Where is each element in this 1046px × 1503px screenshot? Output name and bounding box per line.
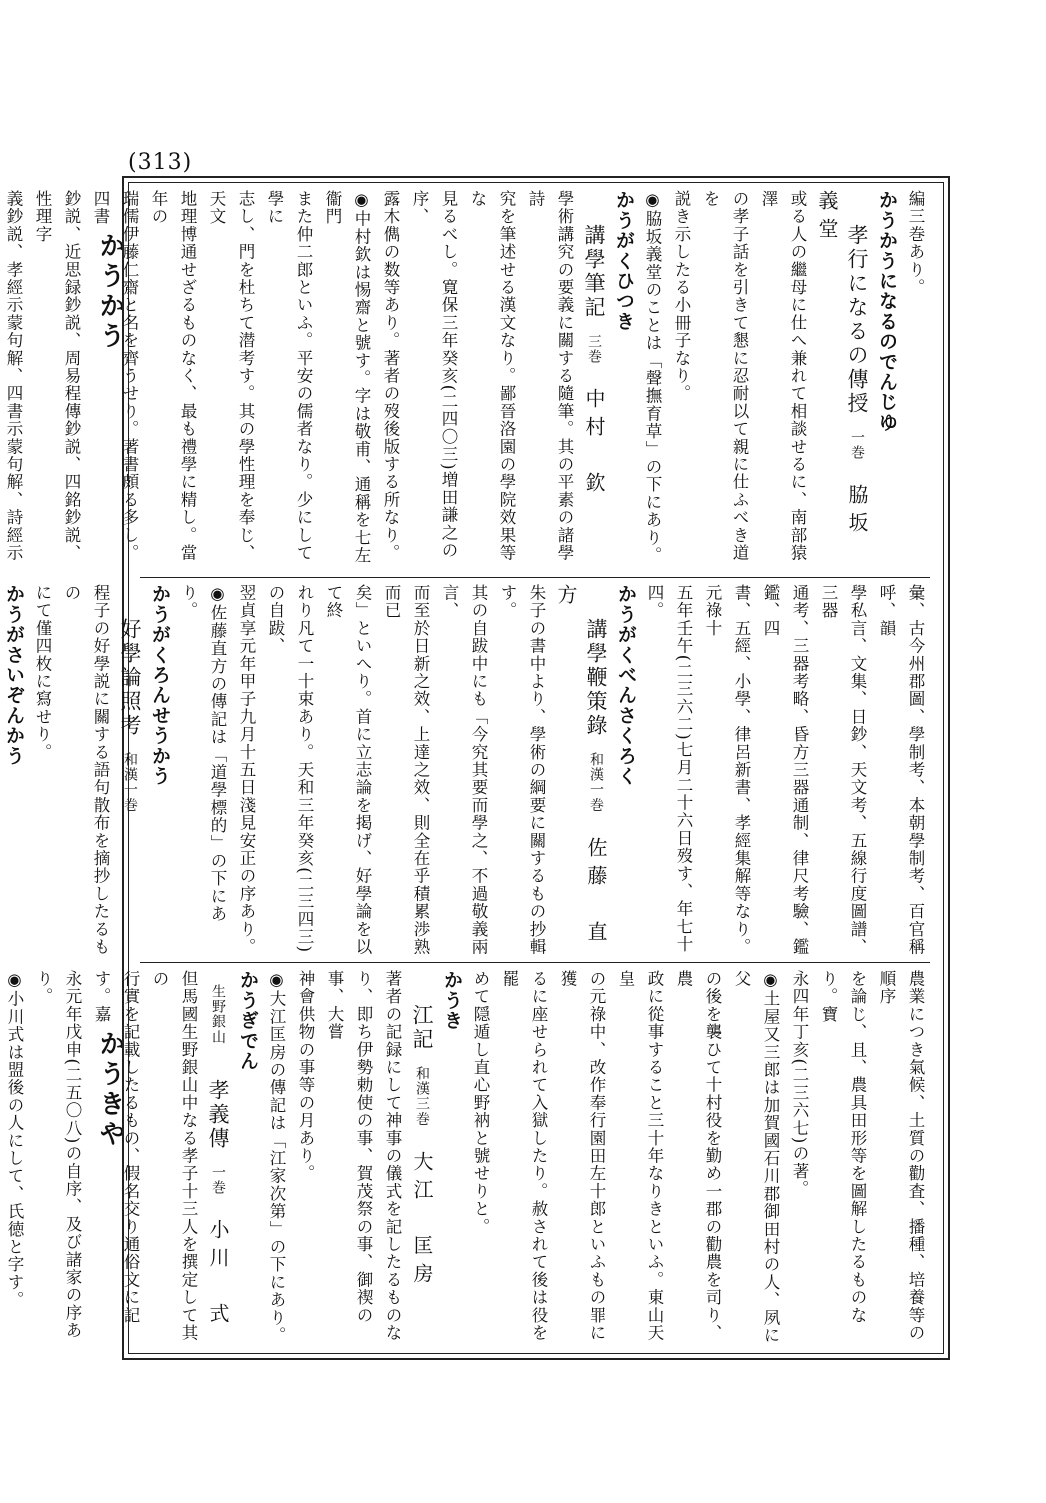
body-text-line: 書、五經、小學、律呂新書、孝經集解等なり。元祿十 bbox=[703, 584, 751, 956]
entry-author: 小川 式 bbox=[206, 1219, 230, 1332]
body-text-line: ◉脇坂義堂のことは「聲撫育草」の下にあり。 bbox=[643, 190, 662, 565]
body-text-line: 行實を記載したるもの、假名交り通俗文に記す。嘉 bbox=[92, 970, 140, 1324]
text-band-top bbox=[4, 190, 930, 572]
entry-title: 好學論照考 bbox=[118, 618, 142, 738]
body-text-line: を論じ、且、農具田形等を圖解したるものなり。寶 bbox=[819, 970, 867, 1324]
entry-reading-heading: かうがくろんせうかう bbox=[149, 584, 171, 786]
body-text-line: ◉大江匡房の傳記は「江家次第」の下にあり。 bbox=[267, 970, 286, 1345]
body-text-line: 永元年戊申(二五〇八)の自序、及び諸家の序あり。 bbox=[34, 970, 82, 1340]
body-text-line: 永四年丁亥(二三六七)の著。 bbox=[790, 970, 809, 1198]
body-text-line: 志し、門を杜ちて潜考す。其の學性理を奉じ、天文 bbox=[207, 190, 255, 562]
body-text-line: 説き示したる小冊子なり。 bbox=[672, 190, 691, 403]
entry-title: 孝義傳 bbox=[206, 1078, 230, 1151]
body-text-line: ◉佐藤直方の傳記は「道學標的」の下にあり。 bbox=[179, 584, 227, 923]
body-text-line: ◉土屋又三郎は加賀國石川郡御田村の人、夙に父 bbox=[732, 970, 780, 1345]
entry-author: 脇坂 義堂 bbox=[815, 190, 869, 569]
entry-volumes: 三巻 bbox=[586, 334, 602, 365]
band-divider-1 bbox=[140, 577, 930, 578]
entry-prefix: 生野銀山 bbox=[210, 984, 226, 1045]
body-text-line: にて僅四枚に寫せり。 bbox=[33, 584, 52, 761]
body-text-line: 編三巻あり。 bbox=[906, 190, 925, 297]
body-text-line: 或る人の繼母に仕へ兼れて相談せるに、南部猿澤 bbox=[759, 190, 807, 562]
entry-title-line bbox=[203, 970, 233, 1346]
body-text-line: 瑞儒伊藤仁齋と名を齊うせり。著書頗る多し。四書 bbox=[91, 190, 139, 562]
body-text-line: 矣」といへり。首に立志論を掲げ、好學論を以て終 bbox=[324, 584, 372, 956]
body-text-line: 通考、三器考略、昏方三器通制、律尺考驗、鑑鑑、四 bbox=[761, 584, 809, 956]
body-text-line: 著者の記録にして神事の儀式を記したるものな bbox=[383, 970, 402, 1342]
band-column bbox=[3, 584, 930, 956]
body-text-line: 但馬國生野銀山中なる孝子十三人を撰定して其の bbox=[150, 970, 198, 1342]
body-text-line: 神會供物の事等の月あり。 bbox=[296, 970, 315, 1183]
entry-title-line bbox=[579, 190, 609, 572]
entry-title-line bbox=[812, 190, 872, 572]
entry-title: 講學筆記 bbox=[582, 224, 606, 320]
entry-volumes: 和漢一巻 bbox=[122, 752, 138, 813]
body-text-line: 政に從事すること三十年なりきといふ。東山天皇 bbox=[616, 970, 664, 1342]
entry-reading-heading: かうき bbox=[441, 970, 463, 1031]
entry-title-line bbox=[551, 584, 611, 956]
body-text-line: の孝子話を引きて懇に忍耐以て親に仕ふべき道を bbox=[701, 190, 749, 562]
entry-reading-heading: かうがくひつき bbox=[613, 190, 635, 332]
body-text-line: り、即ち伊勢勅使の事、賀茂祭の事、御禊の事、大嘗 bbox=[325, 970, 373, 1324]
body-text-line: ◉小川式は盟後の人にして、氏徳と字す。 bbox=[5, 970, 24, 1309]
body-text-line: の元祿中、改作奉行園田左十郎といふもの罪に獲 bbox=[558, 970, 606, 1342]
body-text-line: 而至於日新之效、上達之效、則全在乎積累渉熟而已 bbox=[382, 584, 430, 956]
body-text-line: 朱子の書中より、學術の綱要に關するもの抄輯す。 bbox=[498, 584, 546, 956]
entry-volumes: 和漢三巻 bbox=[414, 1066, 430, 1127]
body-text-line: 程子の好學説に關する語句散布を摘抄したるもの bbox=[62, 584, 110, 956]
entry-volumes: 和漢一巻 bbox=[588, 752, 604, 813]
body-text-line: れり凡て一十束あり。天和三年癸亥(二三四三)の自跋、 bbox=[266, 584, 314, 954]
entry-volumes: 一巻 bbox=[849, 430, 865, 461]
body-text-line: 地理博通せざるものなく、最も禮學に精し。當年の bbox=[149, 190, 197, 562]
body-text-line: 學術講究の要義に關する隨筆。其の平素の諸學詩 bbox=[526, 190, 574, 562]
body-text-line: 彙、古今州郡圖、學制考、本朝學制考、百官稱呼、韻 bbox=[877, 584, 925, 956]
body-text-line: 農業につき氣候、土質の勸査、播種、培養等の順序 bbox=[877, 970, 925, 1342]
entry-title-line bbox=[115, 584, 145, 956]
body-text-line: ◉中村欽は惕齋と號す。字は敬甫、通稱を七左衞門 bbox=[323, 190, 371, 565]
entry-author: 佐藤 直方 bbox=[554, 584, 608, 949]
body-text-line: めて隠遁し直心野衲と號せりと。 bbox=[471, 970, 490, 1236]
entry-title: 講學鞭策錄 bbox=[584, 618, 608, 738]
entry-title: 孝行になるの傳授 bbox=[845, 224, 869, 416]
body-text-line: 學私言、文集、日鈔、天文考、五線行度圖譜、三器 bbox=[819, 584, 867, 956]
body-text-line: るに座せられて入獄したり。赦されて後は役を罷 bbox=[500, 970, 548, 1342]
entry-title: 江記 bbox=[410, 1004, 434, 1052]
page-number: (313) bbox=[128, 150, 193, 175]
entry-author: 中村 欽 bbox=[582, 388, 606, 501]
body-text-line: 露木儁の数等あり。著者の歿後版する所なり。 bbox=[381, 190, 400, 562]
body-text-line: の後を襲ひて十村役を勤め一郡の勸農を司り、農 bbox=[674, 970, 722, 1342]
body-text-line: 翌貞享元年甲子九月十五日淺見安正の序あり。 bbox=[237, 584, 256, 956]
entry-reading-heading: かうかうになるのでんじゆ bbox=[876, 190, 898, 433]
entry-author: 大江 匡房 bbox=[410, 1150, 434, 1291]
entry-reading-heading: かうがさいぞんかう bbox=[3, 584, 25, 766]
entry-volumes: 一巻 bbox=[210, 1164, 226, 1196]
entry-reading-heading: かうがくべんさくろく bbox=[615, 584, 637, 786]
side-label-bottom: かうきや bbox=[95, 1030, 125, 1150]
body-text-line: 其の自跋中にも「今究其要而學之、不過敬義兩言、 bbox=[440, 584, 488, 956]
text-band-middle bbox=[3, 584, 930, 956]
body-text-line: 五年壬午(二三六二)七月二十六日歿す、年七十四。 bbox=[645, 584, 693, 954]
body-text-line: また仲二郎といふ。平安の儒者なり。少にして學に bbox=[265, 190, 313, 562]
body-text-line: 究を筆述せる漢文なり。鄙晉洛園の學院效果等な bbox=[468, 190, 516, 562]
band-column bbox=[4, 190, 930, 572]
entry-reading-heading: かうぎでん bbox=[237, 970, 259, 1071]
body-text-line: 見るべし。寛保三年癸亥(二四〇三)増田謙之の序、 bbox=[410, 190, 458, 560]
entry-title-line bbox=[407, 970, 437, 1346]
side-label-top: かうかう bbox=[95, 232, 125, 352]
band-divider-2 bbox=[140, 962, 930, 963]
body-text-line: 鈔説、近思録鈔説、周易程傳鈔説、四銘鈔説、性理字 bbox=[33, 190, 81, 562]
body-text-line: 義鈔説、孝經示蒙句解、四書示蒙句解、詩經示 bbox=[4, 190, 23, 562]
